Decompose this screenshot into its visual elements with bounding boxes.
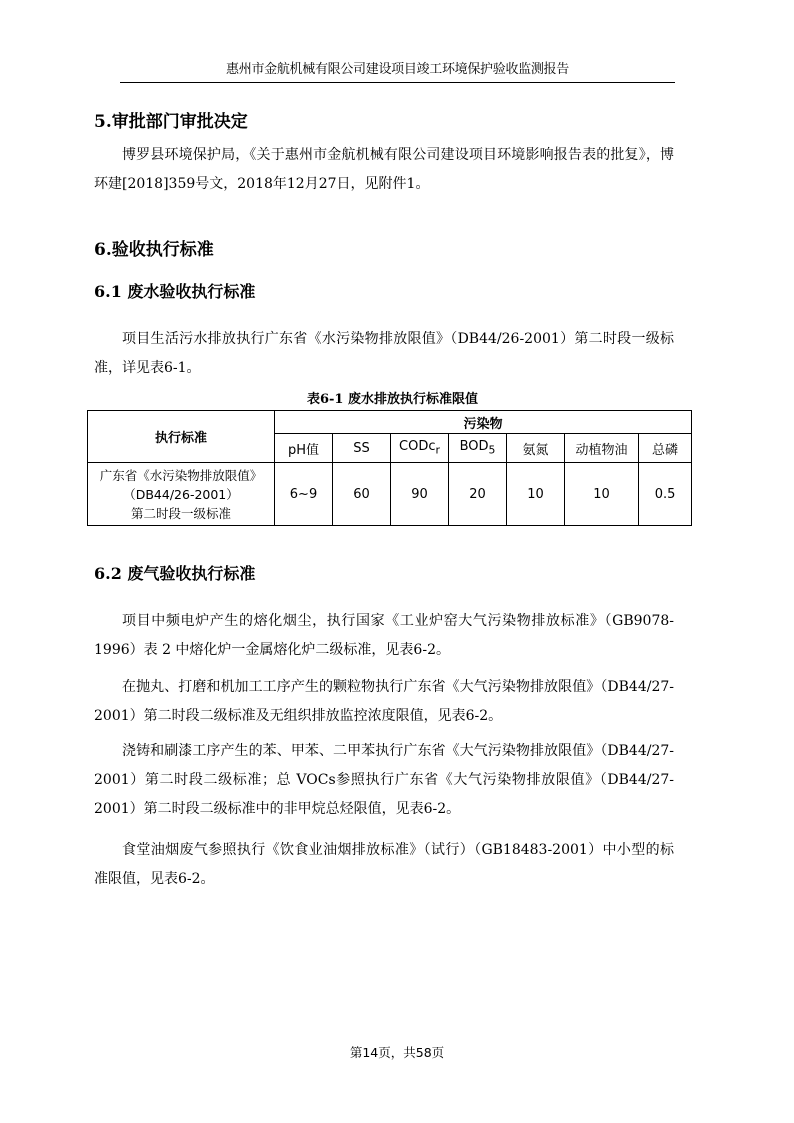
column-header-standard: 执行标准 — [88, 411, 275, 463]
header-divider — [120, 82, 675, 83]
section-6-2-paragraph-4: 食堂油烟废气参照执行《饮食业油烟排放标准》（试行）（GB18483-2001）中小型的标准限值，见表6-2。 — [94, 842, 674, 887]
value-ammonia: 10 — [507, 463, 565, 526]
section-6-2-paragraph-1: 项目中频电炉产生的熔化烟尘，执行国家《工业炉窑大气污染物排放标准》（GB9078-1996）表 2 中熔化炉一金属熔化炉二级标准，见表6-2。 — [94, 613, 674, 658]
standard-name-cell: 广东省《水污染物排放限值》 （DB44/26-2001） 第二时段一级标准 — [88, 463, 275, 526]
column-header-codcr: CODc$_r$ — [391, 434, 449, 463]
page-number: 第14页，共58页 — [349, 1045, 445, 1060]
value-ph: 6~9 — [275, 463, 333, 526]
column-header-ss: SS — [333, 434, 391, 463]
column-header-ph: pH值 — [275, 434, 333, 463]
column-header-phosphorus: 总磷 — [639, 434, 692, 463]
table-header-row-1 — [88, 411, 692, 434]
value-oil: 10 — [565, 463, 639, 526]
value-phosphorus: 0.5 — [639, 463, 692, 526]
column-header-oil: 动植物油 — [565, 434, 639, 463]
section-6-2-heading: 6.2 废气验收执行标准 — [94, 564, 256, 583]
section-6-1-text: 项目生活污水排放执行广东省《水污染物排放限值》（DB44/26-2001）第二时段一级标准，详见表6-1。 — [94, 331, 674, 376]
value-ss: 60 — [333, 463, 391, 526]
wastewater-standard-table — [87, 410, 692, 526]
value-codcr: 90 — [391, 463, 449, 526]
section-6-2-paragraph-2: 在抛丸、打磨和机加工工序产生的颗粒物执行广东省《大气污染物排放限值》（DB44/27-2001）第二时段二级标准及无组织排放监控浓度限值，见表6-2。 — [94, 679, 674, 724]
column-header-bod5: $BOD_5$ — [449, 434, 507, 463]
section-5-text: 博罗县环境保护局，《关于惠州市金航机械有限公司建设项目环境影响报告表的批复》，博环建[2018]359号文，2018年12月27日，见附件1。 — [94, 147, 674, 192]
section-5-heading: 5.审批部门审批决定 — [94, 112, 248, 132]
group-header-pollutants: 污染物 — [275, 411, 692, 434]
table-row — [88, 463, 692, 526]
table-6-1-caption: 表6-1 废水排放执行标准限值 — [306, 392, 478, 407]
section-6-1-heading: 6.1 废水验收执行标准 — [94, 282, 256, 301]
column-header-ammonia: 氨氮 — [507, 434, 565, 463]
page-header-title: 惠州市金航机械有限公司建设项目竣工环境保护验收监测报告 — [226, 62, 569, 77]
section-6-heading: 6.验收执行标准 — [94, 240, 214, 260]
section-6-2-paragraph-3: 浇铸和刷漆工序产生的苯、甲苯、二甲苯执行广东省《大气污染物排放限值》（DB44/27-2001）第二时段二级标准；总 VOCs参照执行广东省《大气污染物排放限值》（DB44/27-2001）第二时段二级标准中的非甲烷总烃限值，见表6-2。 — [94, 743, 674, 817]
value-bod5: 20 — [449, 463, 507, 526]
